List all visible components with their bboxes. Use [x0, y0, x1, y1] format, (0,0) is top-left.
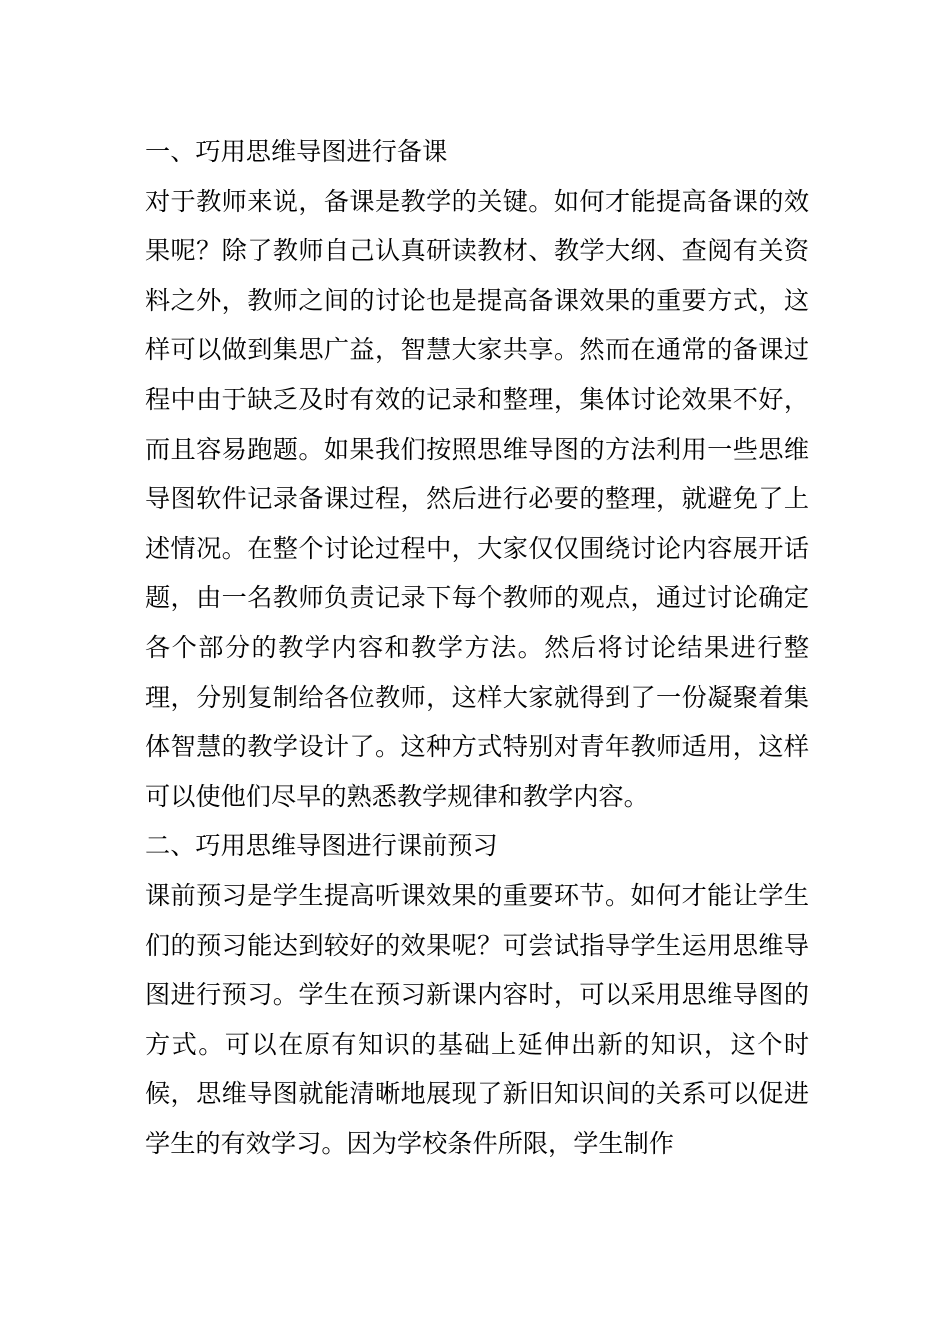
section-heading-2: 二、巧用思维导图进行课前预习 — [145, 831, 498, 861]
section-paragraph-2: 课前预习是学生提高听课效果的重要环节。如何才能让学生们的预习能达到较好的效果呢？可尝试指导学生运用思维导图进行预习。学生在预习新课内容时，可以采用思维导图的方式。可以在原有知识的基础上延伸出新的知识，这个时候，思维导图就能清晰地展现了新旧知识间的关系可以促进学生的有效学习。因为学校条件所限，学生制作 — [145, 880, 809, 1158]
section-heading-1: 一、巧用思维导图进行备课 — [145, 137, 448, 166]
document-body — [145, 127, 809, 1168]
section-paragraph-1: 对于教师来说，备课是教学的关键。如何才能提高备课的效果呢？除了教师自己认真研读教材、教学大纲、查阅有关资料之外，教师之间的讨论也是提高备课效果的重要方式，这样可以做到集思广益，智慧大家共享。然而在通常的备课过程中由于缺乏及时有效的记录和整理，集体讨论效果不好，而且容易跑题。如果我们按照思维导图的方法利用一些思维导图软件记录备课过程，然后进行必要的整理，就避免了上述情况。在整个讨论过程中，大家仅仅围绕讨论内容展开话题，由一名教师负责记录下每个教师的观点，通过讨论确定各个部分的教学内容和教学方法。然后将讨论结果进行整理，分别复制给各位教师，这样大家就得到了一份凝聚着集体智慧的教学设计了。这种方式特别对青年教师适用，这样可以使他们尽早的熟悉教学规律和教学内容。 — [145, 186, 809, 811]
